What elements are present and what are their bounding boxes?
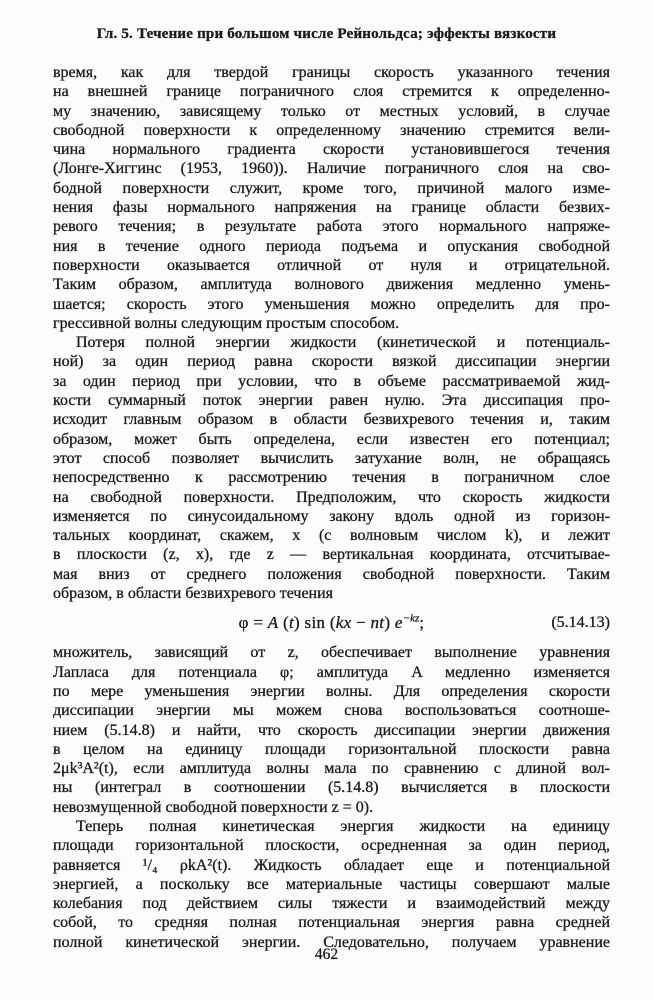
text-line: Потеря полной энергии жидкости (кинетической и потенциаль- <box>76 334 610 352</box>
page-number: 462 <box>314 946 339 963</box>
equation-body: φ = A (t) sin (kx − nt) $e^{-kz}$; <box>238 612 425 633</box>
text-line: изменяется по синусоидальному закону вдоль одной из горизон- <box>53 507 610 525</box>
paragraph <box>53 817 610 952</box>
text-line: свободной поверхности к определенному значению стремится вели- <box>53 121 610 139</box>
text-line: мая вниз от среднего положения свободной поверхности. Таким <box>53 565 610 583</box>
text-line: в целом на единицу площади горизонтальной плоскости равна <box>53 740 610 758</box>
text-line: Лапласа для потенциала φ; амплитуда A медленно изменяется <box>53 663 610 681</box>
text-line: ния в течение одного периода подъема и опускания свободной <box>53 237 610 255</box>
paragraph <box>53 63 610 333</box>
text-line: полной кинетической энергии. Следовательно, получаем уравнение <box>53 933 610 951</box>
text-line: кости суммарный поток энергии равен нулю. Эта диссипация про- <box>53 392 610 410</box>
text-line: чина нормального градиента скорости установившегося течения <box>53 141 610 159</box>
text-line: равняется ¹/₄ ρkA²(t). Жидкость обладает еще и потенциальной <box>53 856 610 874</box>
text-line: нения фазы нормального напряжения на границе области безвих- <box>53 199 610 217</box>
text-line: время, как для твердой границы скорость указанного течения <box>53 64 610 81</box>
text-line: образом, может быть определена, если известен его потенциал; <box>53 430 610 448</box>
text-line: исходит главным образом в области безвихревого течения и, таким <box>53 411 610 429</box>
paragraph <box>53 643 610 817</box>
text-line: на внешней границе пограничного слоя стремится к определенно- <box>53 83 610 101</box>
text-line: непосредственно к рассмотрению течения в пограничном слое <box>53 469 610 487</box>
text-line: ревого течения; в результате работа этого нормального напряже- <box>53 218 610 236</box>
text-line: поверхности оказывается отличной от нуля и отрицательной. <box>53 256 610 274</box>
text-line: Теперь полная кинетическая энергия жидкости на единицу <box>76 817 610 835</box>
text-line: этот способ позволяет вычислить затухание волн, не обращаясь <box>53 449 610 467</box>
text-line: невозмущенной свободной поверхности z = 0). <box>53 798 374 816</box>
text-line: диссипации энергии мы можем снова воспользоваться соотноше- <box>53 702 610 720</box>
text-line: Таким образом, амплитуда волнового движения медленно умень- <box>53 276 610 294</box>
text-line: по мере уменьшения энергии волны. Для определения скорости <box>53 682 610 700</box>
text-line: за один период при условии, что в объеме рассматриваемой жид- <box>53 372 610 390</box>
text-line: тальных координат, скажем, x (с волновым числом k), и лежит <box>53 527 610 545</box>
text-line: му значению, зависящему только от местных условий, в случае <box>53 102 610 120</box>
text-line: грессивной волны следующим простым способом. <box>53 314 400 332</box>
text-line: на свободной поверхности. Предположим, что скорость жидкости <box>53 488 610 506</box>
text-line: множитель, зависящий от z, обеспечивает выполнение уравнения <box>53 644 610 662</box>
text-line: 2μk³A²(t), если амплитуда волны мала по сравнению с длиной вол- <box>53 760 610 778</box>
running-head: Гл. 5. Течение при большом числе Рейнольдса; эффекты вязкости <box>96 26 557 42</box>
text-line: (Лонге-Хиггинс (1953, 1960)). Наличие пограничного слоя на сво- <box>53 160 610 178</box>
text-line: бодной поверхности служит, кроме того, причиной малого изме- <box>53 179 610 197</box>
page-body <box>53 63 610 952</box>
text-line: колебания под действием силы тяжести и взаимодействий между <box>53 895 610 913</box>
text-line: нием (5.14.8) и найти, что скорость диссипации энергии движения <box>53 721 610 739</box>
text-line: образом, в области безвихревого течения <box>53 585 334 603</box>
text-line: ны (интеграл в соотношении (5.14.8) вычисляется в плоскости <box>53 779 610 797</box>
text-line: шается; скорость этого уменьшения можно определить для про- <box>53 295 610 313</box>
text-line: энергией, а поскольку все материальные частицы совершают малые <box>53 875 610 893</box>
paragraph <box>53 333 610 603</box>
text-line: в плоскости (z, x), где z — вертикальная координата, отсчитывае- <box>53 546 610 564</box>
text-line: ной) за один период равна скорости вязкой диссипации энергии <box>53 353 610 371</box>
text-line: площади горизонтальной плоскости, осредненная за один период, <box>53 837 610 855</box>
text-line: собой, то средняя полная потенциальная энергия равна средней <box>53 914 610 932</box>
equation <box>53 610 610 636</box>
equation-number: (5.14.13) <box>551 614 610 632</box>
